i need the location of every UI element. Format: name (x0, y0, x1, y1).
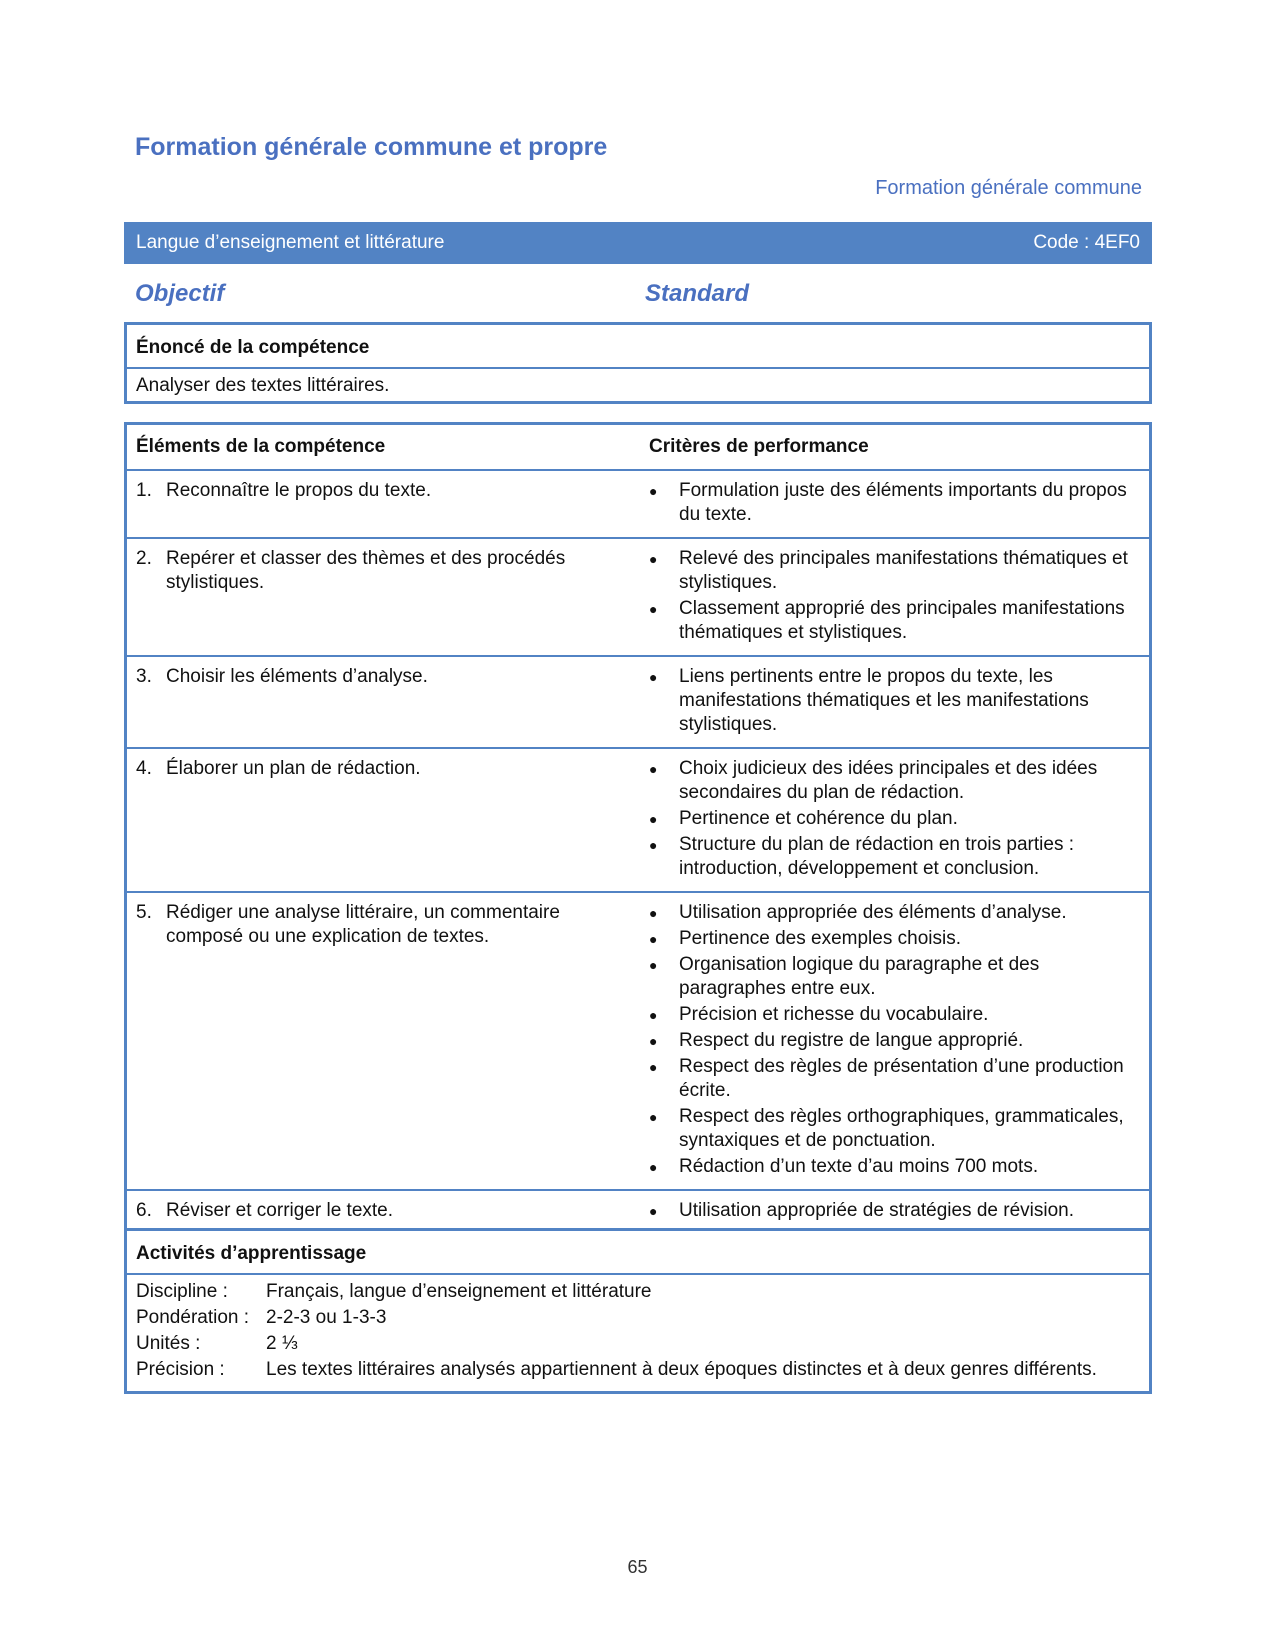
element-number: 5. (136, 902, 152, 923)
criteria-item (649, 1003, 1140, 1027)
criteria-text: Structure du plan de rédaction en trois parties : introduction, développement et conclusion. (679, 834, 1075, 879)
bullet-icon: ● (649, 957, 658, 973)
element-item (136, 665, 631, 689)
criteria-text: Formulation juste des éléments importants du propos du texte. (679, 480, 1127, 525)
criteria-list (649, 665, 1140, 737)
page-number: 65 (627, 1557, 648, 1577)
element-item (136, 547, 631, 595)
criteria-item (649, 479, 1140, 527)
bullet-icon: ● (649, 551, 658, 567)
bullet-icon: ● (649, 905, 658, 921)
bullet-icon: ● (649, 601, 658, 617)
criteria-text: Pertinence des exemples choisis. (679, 928, 961, 949)
info-label: Unités : (136, 1333, 201, 1354)
criteria-item (649, 665, 1140, 737)
bullet-icon: ● (649, 931, 658, 947)
info-value: Les textes littéraires analysés appartiennent à deux époques distinctes et à deux genres différents. (266, 1359, 1097, 1380)
criteria-text: Choix judicieux des idées principales et des idées secondaires du plan de rédaction. (679, 758, 1098, 803)
criteria-text: Précision et richesse du vocabulaire. (679, 1004, 989, 1025)
criteria-item (649, 1155, 1140, 1179)
criteria-text: Rédaction d’un texte d’au moins 700 mots. (679, 1156, 1039, 1177)
criteria-text: Organisation logique du paragraphe et des paragraphes entre eux. (679, 954, 1040, 999)
page-title: Formation générale commune et propre (135, 133, 608, 161)
bullet-icon: ● (649, 1059, 658, 1075)
enonce-heading: Énoncé de la compétence (127, 325, 1149, 369)
criteria-item (649, 1105, 1140, 1153)
criteria-cell (640, 748, 1149, 892)
info-label: Discipline : (136, 1281, 228, 1302)
competence-row (127, 470, 1149, 538)
element-number: 4. (136, 758, 152, 779)
criteria-text: Respect du registre de langue approprié. (679, 1030, 1024, 1051)
element-text: Choisir les éléments d’analyse. (166, 666, 428, 687)
criteria-item (649, 547, 1140, 595)
activites-box (124, 1228, 1152, 1394)
competence-row (127, 748, 1149, 892)
course-bar (124, 222, 1152, 264)
element-cell (127, 892, 640, 1190)
bullet-icon: ● (649, 761, 658, 777)
element-item (136, 901, 631, 949)
criteria-cell (640, 656, 1149, 748)
bullet-icon: ● (649, 1109, 658, 1125)
standard-label: Standard (645, 280, 750, 307)
criteria-text: Pertinence et cohérence du plan. (679, 808, 958, 829)
elements-heading: Éléments de la compétence (136, 436, 386, 457)
info-value: 2 ⅓ (266, 1333, 298, 1354)
criteria-item (649, 807, 1140, 831)
page-subtitle: Formation générale commune (875, 177, 1142, 199)
criteria-item (649, 1199, 1140, 1223)
criteria-text: Respect des règles orthographiques, grammaticales, syntaxiques et de ponctuation. (679, 1106, 1124, 1151)
enonce-text: Analyser des textes littéraires. (136, 375, 390, 396)
competence-row (127, 892, 1149, 1190)
bullet-icon: ● (649, 837, 658, 853)
bullet-icon: ● (649, 811, 658, 827)
criteria-item (649, 1029, 1140, 1053)
element-number: 2. (136, 548, 152, 569)
enonce-box (124, 322, 1152, 404)
element-cell (127, 656, 640, 748)
objective-label: Objectif (135, 280, 225, 307)
criteria-item (649, 901, 1140, 925)
info-value: Français, langue d’enseignement et littérature (266, 1281, 652, 1302)
criteria-item (649, 927, 1140, 951)
criteria-list (649, 901, 1140, 1179)
info-label: Pondération : (136, 1307, 250, 1328)
criteria-list (649, 547, 1140, 645)
criteria-item (649, 597, 1140, 645)
criteria-list (649, 479, 1140, 527)
criteria-item (649, 757, 1140, 805)
bullet-icon: ● (649, 1203, 658, 1219)
bullet-icon: ● (649, 1007, 658, 1023)
element-text: Réviser et corriger le texte. (166, 1200, 394, 1221)
info-value: 2-2-3 ou 1-3-3 (266, 1307, 387, 1328)
criteria-text: Classement approprié des principales manifestations thématiques et stylistiques. (679, 598, 1125, 643)
criteria-cell (640, 470, 1149, 538)
criteria-list (649, 757, 1140, 881)
bullet-icon: ● (649, 1033, 658, 1049)
criteria-text: Liens pertinents entre le propos du texte, les manifestations thématiques et les manifestations stylistiques. (679, 666, 1089, 735)
competence-row (127, 538, 1149, 656)
criteria-item (649, 833, 1140, 881)
criteria-heading: Critères de performance (649, 436, 869, 457)
element-cell (127, 748, 640, 892)
competence-rows (127, 470, 1149, 1259)
course-name: Langue d’enseignement et littérature (136, 232, 445, 253)
criteria-item (649, 1055, 1140, 1103)
course-code: Code : 4EF0 (1033, 232, 1140, 253)
criteria-cell (640, 892, 1149, 1190)
criteria-item (649, 953, 1140, 1001)
element-number: 6. (136, 1200, 152, 1221)
competence-box (124, 422, 1152, 1262)
element-item (136, 757, 631, 781)
activites-info (127, 1275, 1149, 1391)
criteria-text: Utilisation appropriée des éléments d’analyse. (679, 902, 1067, 923)
element-text: Rédiger une analyse littéraire, un commentaire composé ou une explication de textes. (166, 902, 560, 947)
element-item (136, 1199, 631, 1223)
element-number: 3. (136, 666, 152, 687)
activites-heading: Activités d’apprentissage (127, 1231, 1149, 1275)
criteria-text: Relevé des principales manifestations thématiques et stylistiques. (679, 548, 1128, 593)
competence-row (127, 656, 1149, 748)
criteria-text: Utilisation appropriée de stratégies de révision. (679, 1200, 1074, 1221)
element-cell (127, 470, 640, 538)
element-text: Repérer et classer des thèmes et des procédés stylistiques. (166, 548, 566, 593)
element-text: Reconnaître le propos du texte. (166, 480, 432, 501)
element-cell (127, 538, 640, 656)
info-label: Précision : (136, 1359, 225, 1380)
bullet-icon: ● (649, 483, 658, 499)
element-text: Élaborer un plan de rédaction. (166, 758, 421, 779)
element-item (136, 479, 631, 503)
bullet-icon: ● (649, 1159, 658, 1175)
element-number: 1. (136, 480, 152, 501)
bullet-icon: ● (649, 669, 658, 685)
competence-table (127, 425, 1149, 1259)
criteria-text: Respect des règles de présentation d’une production écrite. (679, 1056, 1124, 1101)
criteria-cell (640, 538, 1149, 656)
